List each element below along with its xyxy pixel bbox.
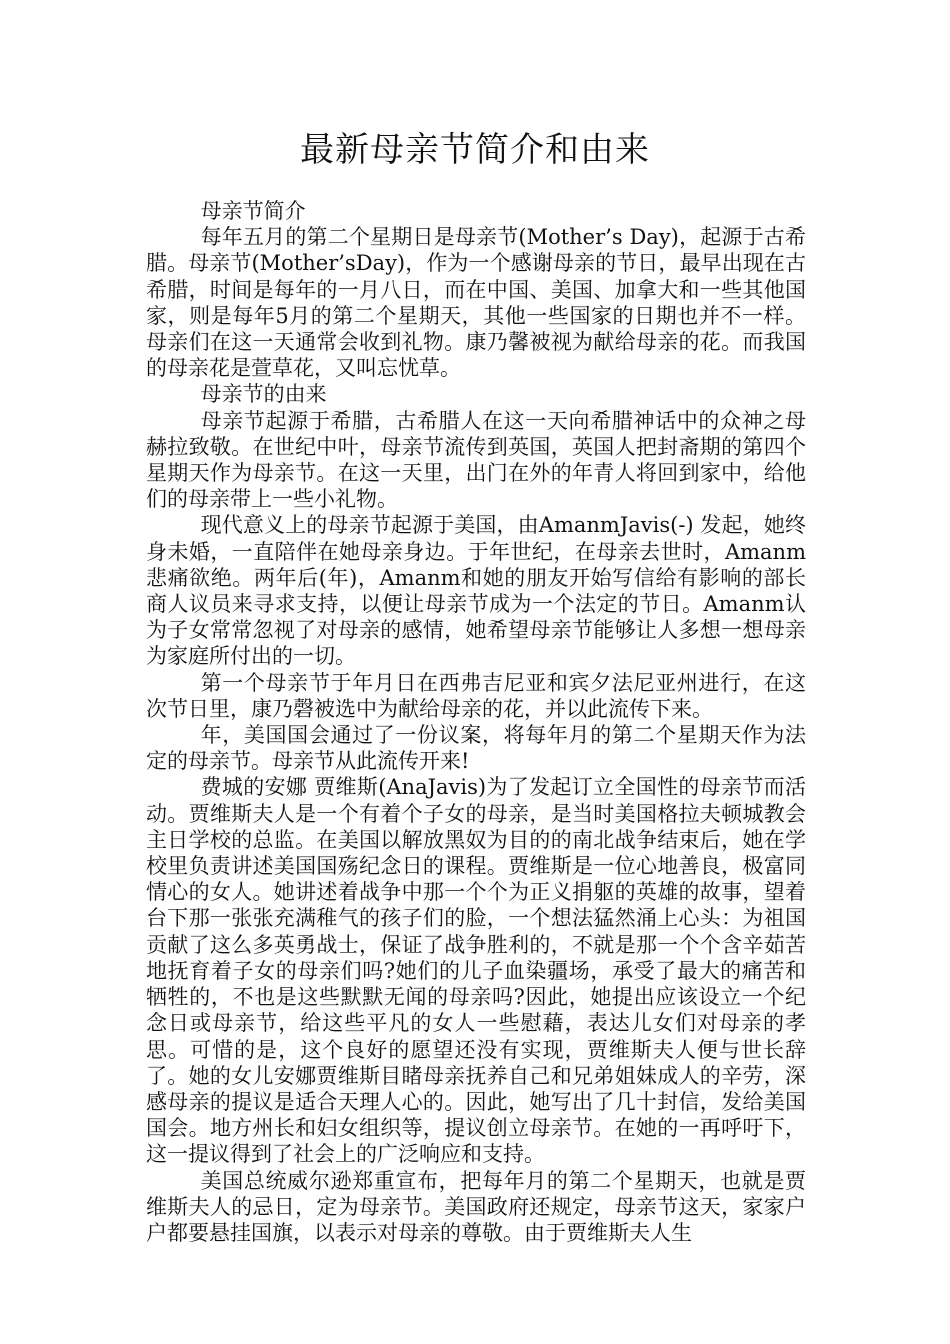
section-heading-intro: 母亲节简介 bbox=[200, 199, 306, 223]
document-title: 最新母亲节简介和由来 bbox=[300, 130, 650, 170]
paragraph: 母亲节起源于希腊，古希腊人在这一天向希腊神话中的众神之母赫拉致敬。在世纪中叶，母亲节流传到英国，英国人把封斋期的第四个星期天作为母亲节。在这一天里，出门在外的年青人将回到家中，给他们的母亲带上一些小礼物。 bbox=[146, 408, 806, 512]
paragraph: 费城的安娜 贾维斯(AnaJavis)为了发起订立全国性的母亲节而活动。贾维斯夫人是一个有着个子女的母亲，是当时美国格拉夫顿城教会主日学校的总监。在美国以解放黑奴为目的的南北战争结束后，她在学校里负责讲述美国国殇纪念日的课程。贾维斯是一位心地善良，极富同情心的女人。她讲述着战争中那一个个为正义捐躯的英雄的故事，望着台下那一张张充满稚气的孩子们的脸，一个想法猛然涌上心头：为祖国贡献了这么多英勇战士，保证了战争胜利的，不就是那一个个含辛茹苦地抚育着子女的母亲们吗?她们的儿子血染疆场，承受了最大的痛苦和牺牲的，不也是这些默默无闻的母亲吗?因此，她提出应该设立一个纪念日或母亲节，给这些平凡的女人一些慰藉，表达儿女们对母亲的孝思。可惜的是，这个良好的愿望还没有实现，贾维斯夫人便与世长辞了。她的女儿安娜贾维斯目睹母亲抚养自己和兄弟姐妹成人的辛劳，深感母亲的提议是适合天理人心的。因此，她写出了几十封信，发给美国国会。地方州长和妇女组织等，提议创立母亲节。在她的一再呼吁下，这一提议得到了社会上的广泛响应和支持。 bbox=[146, 775, 806, 1167]
paragraph: 第一个母亲节于年月日在西弗吉尼亚和宾夕法尼亚州进行，在这次节日里，康乃磬被选中为献给母亲的花，并以此流传下来。 bbox=[146, 670, 806, 721]
section-heading-origin: 母亲节的由来 bbox=[200, 382, 327, 407]
paragraph: 年，美国国会通过了一份议案，将每年月的第二个星期天作为法定的母亲节。母亲节从此流传开来! bbox=[146, 723, 806, 774]
document-body bbox=[146, 198, 806, 1246]
paragraph: 现代意义上的母亲节起源于美国，由AmanmJavis(-) 发起，她终身未婚，一直陪伴在她母亲身边。于年世纪，在母亲去世时，Amanm悲痛欲绝。两年后(年)，Amanm和她的朋友开始写信给有影响的部长商人议员来寻求支持，以便让母亲节成为一个法定的节日。Amanm认为子女常常忽视了对母亲的感情，她希望母亲节能够让人多想一想母亲为家庭所付出的一切。 bbox=[146, 513, 806, 669]
paragraph: 美国总统威尔逊郑重宣布，把每年月的第二个星期天，也就是贾维斯夫人的忌日，定为母亲节。美国政府还规定，母亲节这天，家家户户都要悬挂国旗，以表示对母亲的尊敬。由于贾维斯夫人生 bbox=[146, 1168, 806, 1245]
paragraph: 每年五月的第二个星期日是母亲节(Mother’s Day)，起源于古希腊。母亲节(Mother’sDay)，作为一个感谢母亲的节日，最早出现在古希腊，时间是每年的一月八日，而在中国、美国、加拿大和一些其他国家，则是每年5月的第二个星期天，其他一些国家的日期也并不一样。母亲们在这一天通常会收到礼物。康乃馨被视为献给母亲的花。而我国的母亲花是萱草花，又叫忘忧草。 bbox=[146, 225, 806, 381]
